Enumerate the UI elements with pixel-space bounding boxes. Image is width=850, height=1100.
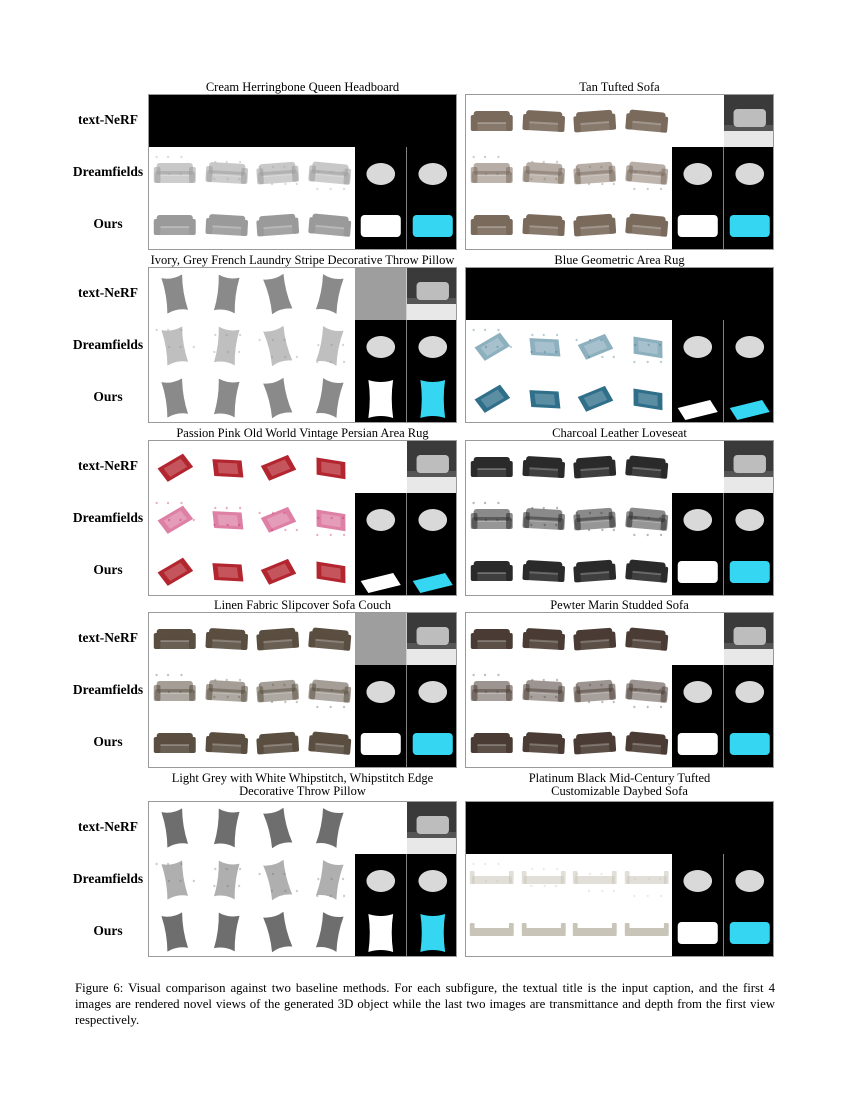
novel-view-image — [466, 613, 518, 665]
novel-view-image — [304, 854, 356, 906]
subfigure-9 — [148, 772, 457, 957]
novel-view-image — [149, 613, 201, 665]
novel-view-image — [304, 665, 356, 717]
novel-view-image — [201, 147, 253, 199]
novel-view-image — [621, 372, 673, 423]
novel-view-image — [304, 613, 356, 665]
row-label-text-nerf: text-NeRF — [78, 285, 138, 300]
novel-view-image — [252, 372, 304, 423]
subfigure-title: Linen Fabric Slipcover Sofa Couch — [213, 598, 392, 612]
novel-view-image — [149, 199, 201, 250]
dreamfields-strip — [149, 854, 456, 906]
transmittance-image — [355, 372, 407, 423]
row-label-ours: Ours — [93, 734, 123, 749]
novel-view-image — [252, 268, 304, 320]
dreamfields-strip — [149, 493, 456, 545]
novel-view-image — [304, 199, 356, 250]
novel-view-image — [466, 854, 518, 906]
novel-view-image — [518, 147, 570, 199]
novel-view-image — [621, 613, 673, 665]
novel-view-image — [518, 906, 570, 957]
transmittance-image — [355, 320, 407, 372]
novel-view-image — [569, 147, 621, 199]
subfigure-title: Ivory, Grey French Laundry Stripe Decorative Throw Pillow — [150, 253, 455, 267]
novel-view-image — [201, 613, 253, 665]
subfigure-2 — [465, 81, 774, 250]
subfigure-image-grid — [465, 94, 774, 250]
novel-view-image — [621, 441, 673, 493]
depth-map-image — [407, 372, 458, 423]
novel-view-image — [252, 545, 304, 596]
novel-view-image — [252, 854, 304, 906]
ours-strip — [466, 372, 773, 423]
depth-map-image — [407, 717, 458, 768]
novel-view-image — [149, 802, 201, 854]
novel-view-image — [518, 665, 570, 717]
ours-strip — [149, 545, 456, 596]
subfigure-6 — [465, 427, 774, 596]
ours-strip — [466, 906, 773, 957]
novel-view-image — [201, 268, 253, 320]
subfigure-image-grid — [148, 94, 457, 250]
subfigure-title: Tan Tufted Sofa — [579, 80, 660, 94]
subfigure-image-grid — [148, 440, 457, 596]
row-label-text-nerf: text-NeRF — [78, 630, 138, 645]
novel-view-image — [466, 493, 518, 545]
text-nerf-strip — [466, 441, 773, 493]
novel-view-image — [518, 545, 570, 596]
subfigure-1 — [148, 81, 457, 250]
transmittance-image — [355, 441, 407, 493]
novel-view-image — [149, 665, 201, 717]
transmittance-image — [672, 717, 724, 768]
dreamfields-strip — [466, 665, 773, 717]
transmittance-image — [672, 147, 724, 199]
novel-view-image — [201, 802, 253, 854]
novel-view-image — [518, 199, 570, 250]
novel-view-image — [252, 147, 304, 199]
novel-view-image — [149, 268, 201, 320]
novel-view-image — [201, 545, 253, 596]
row-label-dreamfields: Dreamfields — [72, 337, 144, 352]
depth-map-image — [724, 854, 775, 906]
transmittance-image — [355, 199, 407, 250]
text-nerf-strip — [149, 441, 456, 493]
transmittance-image — [355, 906, 407, 957]
novel-view-image — [252, 717, 304, 768]
ours-strip — [466, 199, 773, 250]
depth-map-image — [724, 545, 775, 596]
depth-map-image — [407, 268, 458, 320]
subfigure-image-grid — [465, 612, 774, 768]
novel-view-image — [252, 906, 304, 957]
novel-view-image — [252, 441, 304, 493]
transmittance-image — [672, 854, 724, 906]
transmittance-image — [672, 95, 724, 147]
text-nerf-strip — [149, 268, 456, 320]
novel-view-image — [201, 717, 253, 768]
novel-view-image — [304, 545, 356, 596]
transmittance-image — [672, 320, 724, 372]
novel-view-image — [569, 613, 621, 665]
transmittance-image — [672, 493, 724, 545]
depth-map-image — [724, 199, 775, 250]
novel-view-image — [149, 441, 201, 493]
subfigure-image-grid — [465, 801, 774, 957]
novel-view-image — [466, 665, 518, 717]
novel-view-image — [621, 717, 673, 768]
novel-view-image — [304, 320, 356, 372]
subfigure-title: Decorative Throw Pillow — [239, 784, 366, 798]
subfigure-10 — [465, 772, 774, 957]
novel-view-image — [149, 320, 201, 372]
transmittance-image — [672, 613, 724, 665]
transmittance-image — [672, 906, 724, 957]
novel-view-image — [304, 268, 356, 320]
row-label-dreamfields: Dreamfields — [72, 164, 144, 179]
novel-view-image — [304, 493, 356, 545]
depth-map-image — [724, 613, 775, 665]
row-label-text-nerf: text-NeRF — [78, 819, 138, 834]
transmittance-image — [355, 493, 407, 545]
novel-view-image — [518, 717, 570, 768]
novel-view-image — [201, 372, 253, 423]
text-nerf-strip — [466, 802, 773, 854]
transmittance-image — [672, 199, 724, 250]
novel-view-image — [304, 906, 356, 957]
novel-view-image — [621, 320, 673, 372]
novel-view-image — [201, 320, 253, 372]
ours-strip — [149, 906, 456, 957]
novel-view-image — [621, 854, 673, 906]
transmittance-image — [355, 545, 407, 596]
novel-view-image — [621, 665, 673, 717]
subfigure-title: Cream Herringbone Queen Headboard — [205, 80, 400, 94]
depth-map-image — [407, 199, 458, 250]
novel-view-image — [201, 906, 253, 957]
novel-view-image — [518, 95, 570, 147]
novel-view-image — [252, 613, 304, 665]
novel-view-image — [569, 95, 621, 147]
depth-map-image — [407, 147, 458, 199]
depth-map-image — [407, 613, 458, 665]
novel-view-image — [201, 199, 253, 250]
text-nerf-strip — [149, 613, 456, 665]
depth-map-image — [407, 320, 458, 372]
subfigure-4 — [465, 254, 774, 423]
novel-view-image — [201, 493, 253, 545]
subfigure-5 — [148, 427, 457, 596]
novel-view-image — [149, 493, 201, 545]
novel-view-image — [149, 372, 201, 423]
black-render — [149, 95, 456, 147]
novel-view-image — [621, 147, 673, 199]
figure-caption: Figure 6: Visual comparison against two baseline methods. For each subfigure, the textual title is the input caption, and the first 4 images are rendered novel views of the generated 3D object while the last two images are transmittance and depth from the first view respectively. — [75, 980, 775, 1027]
novel-view-image — [304, 441, 356, 493]
novel-view-image — [149, 545, 201, 596]
subfigure-image-grid — [148, 801, 457, 957]
novel-view-image — [149, 147, 201, 199]
ours-strip — [149, 199, 456, 250]
transmittance-image — [355, 268, 407, 320]
novel-view-image — [201, 854, 253, 906]
depth-map-image — [724, 95, 775, 147]
novel-view-image — [621, 906, 673, 957]
novel-view-image — [252, 320, 304, 372]
depth-map-image — [407, 441, 458, 493]
dreamfields-strip — [149, 665, 456, 717]
novel-view-image — [621, 95, 673, 147]
dreamfields-strip — [466, 493, 773, 545]
text-nerf-strip — [466, 268, 773, 320]
depth-map-image — [724, 147, 775, 199]
black-render — [466, 268, 773, 320]
novel-view-image — [466, 95, 518, 147]
subfigure-image-grid — [465, 440, 774, 596]
dreamfields-strip — [149, 147, 456, 199]
novel-view-image — [518, 854, 570, 906]
ours-strip — [466, 717, 773, 768]
novel-view-image — [466, 717, 518, 768]
subfigure-3 — [148, 254, 457, 423]
novel-view-image — [518, 493, 570, 545]
novel-view-image — [569, 372, 621, 423]
dreamfields-strip — [466, 147, 773, 199]
novel-view-image — [518, 441, 570, 493]
novel-view-image — [149, 906, 201, 957]
subfigure-title: Blue Geometric Area Rug — [554, 253, 685, 267]
transmittance-image — [672, 372, 724, 423]
subfigure-title: Customizable Daybed Sofa — [551, 784, 688, 798]
novel-view-image — [304, 372, 356, 423]
row-label-ours: Ours — [93, 216, 123, 231]
depth-map-image — [407, 854, 458, 906]
row-label-ours: Ours — [93, 562, 123, 577]
novel-view-image — [569, 320, 621, 372]
text-nerf-strip — [466, 613, 773, 665]
ours-strip — [149, 372, 456, 423]
row-label-dreamfields: Dreamfields — [72, 682, 144, 697]
novel-view-image — [621, 545, 673, 596]
depth-map-image — [724, 441, 775, 493]
novel-view-image — [569, 854, 621, 906]
novel-view-image — [252, 802, 304, 854]
row-label-dreamfields: Dreamfields — [72, 510, 144, 525]
depth-map-image — [407, 802, 458, 854]
novel-view-image — [466, 147, 518, 199]
novel-view-image — [621, 493, 673, 545]
novel-view-image — [569, 906, 621, 957]
subfigure-image-grid — [148, 267, 457, 423]
subfigure-7 — [148, 599, 457, 768]
novel-view-image — [201, 441, 253, 493]
novel-view-image — [569, 665, 621, 717]
dreamfields-strip — [466, 854, 773, 906]
novel-view-image — [304, 802, 356, 854]
novel-view-image — [518, 613, 570, 665]
novel-view-image — [569, 441, 621, 493]
novel-view-image — [304, 147, 356, 199]
novel-view-image — [149, 717, 201, 768]
depth-map-image — [724, 906, 775, 957]
transmittance-image — [672, 441, 724, 493]
dreamfields-strip — [466, 320, 773, 372]
subfigure-title: Charcoal Leather Loveseat — [552, 426, 687, 440]
novel-view-image — [149, 854, 201, 906]
novel-view-image — [252, 493, 304, 545]
depth-map-image — [407, 665, 458, 717]
novel-view-image — [252, 199, 304, 250]
subfigure-title: Platinum Black Mid-Century Tufted — [528, 771, 711, 785]
subfigure-title: Light Grey with White Whipstitch, Whipstitch Edge — [171, 771, 434, 785]
transmittance-image — [355, 717, 407, 768]
text-nerf-strip — [466, 95, 773, 147]
subfigure-title: Passion Pink Old World Vintage Persian Area Rug — [176, 426, 429, 440]
transmittance-image — [672, 665, 724, 717]
subfigure-image-grid — [465, 267, 774, 423]
transmittance-image — [355, 665, 407, 717]
subfigure-image-grid — [148, 612, 457, 768]
novel-view-image — [569, 545, 621, 596]
depth-map-image — [724, 493, 775, 545]
transmittance-image — [355, 802, 407, 854]
novel-view-image — [466, 545, 518, 596]
depth-map-image — [724, 320, 775, 372]
transmittance-image — [672, 545, 724, 596]
subfigure-8 — [465, 599, 774, 768]
transmittance-image — [355, 854, 407, 906]
novel-view-image — [466, 441, 518, 493]
novel-view-image — [518, 320, 570, 372]
ours-strip — [149, 717, 456, 768]
novel-view-image — [466, 906, 518, 957]
novel-view-image — [621, 199, 673, 250]
transmittance-image — [355, 613, 407, 665]
dreamfields-strip — [149, 320, 456, 372]
text-nerf-strip — [149, 95, 456, 147]
novel-view-image — [569, 493, 621, 545]
depth-map-image — [407, 493, 458, 545]
transmittance-image — [355, 147, 407, 199]
ours-strip — [466, 545, 773, 596]
novel-view-image — [518, 372, 570, 423]
novel-view-image — [569, 717, 621, 768]
novel-view-image — [304, 717, 356, 768]
novel-view-image — [252, 665, 304, 717]
subfigure-title: Pewter Marin Studded Sofa — [550, 598, 689, 612]
depth-map-image — [724, 717, 775, 768]
novel-view-image — [569, 199, 621, 250]
depth-map-image — [407, 906, 458, 957]
depth-map-image — [724, 372, 775, 423]
row-label-dreamfields: Dreamfields — [72, 871, 144, 886]
novel-view-image — [466, 199, 518, 250]
text-nerf-strip — [149, 802, 456, 854]
novel-view-image — [201, 665, 253, 717]
row-label-text-nerf: text-NeRF — [78, 112, 138, 127]
row-label-ours: Ours — [93, 389, 123, 404]
row-label-ours: Ours — [93, 923, 123, 938]
novel-view-image — [466, 320, 518, 372]
depth-map-image — [724, 665, 775, 717]
row-label-text-nerf: text-NeRF — [78, 458, 138, 473]
novel-view-image — [466, 372, 518, 423]
depth-map-image — [407, 545, 458, 596]
black-render — [466, 802, 773, 854]
